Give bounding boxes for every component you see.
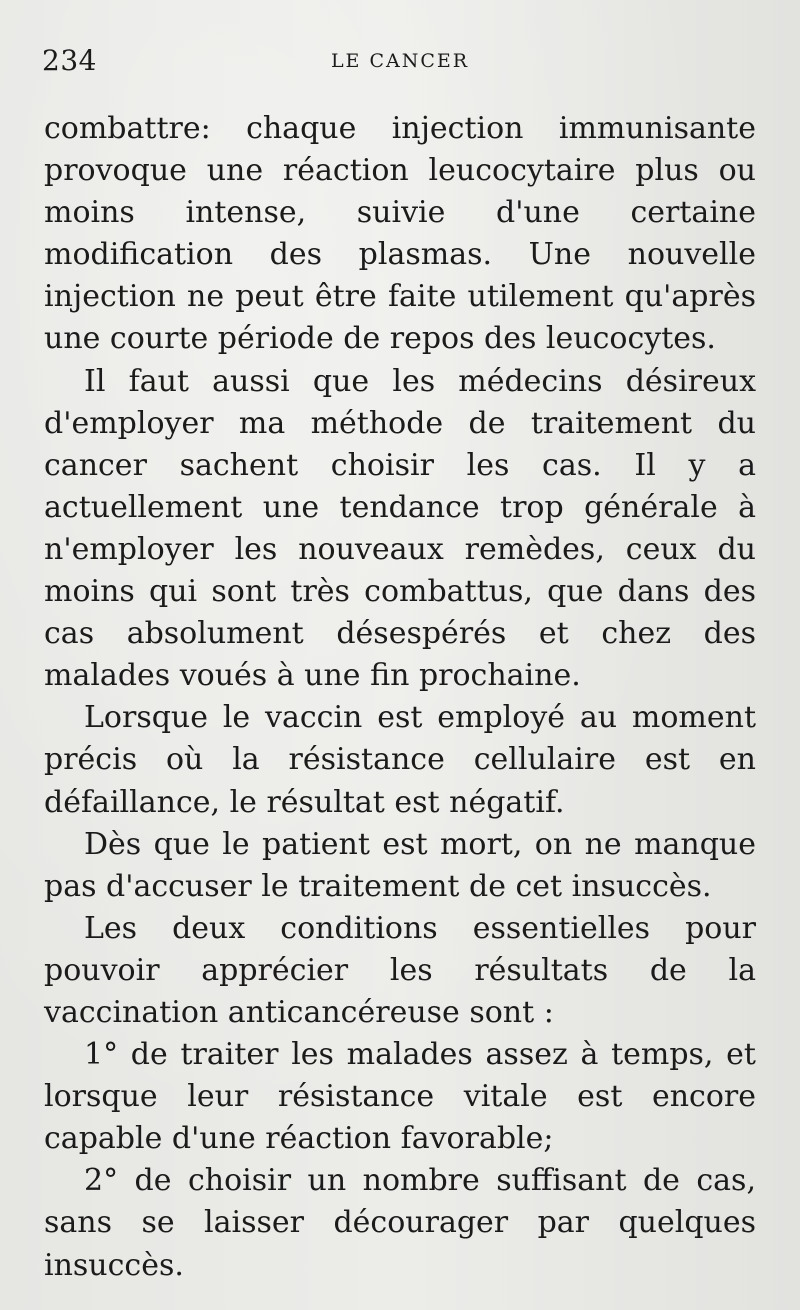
- running-title: LE CANCER: [330, 50, 470, 72]
- paragraph-patient-death: Dès que le patient est mort, on ne manque pas d'accuser le traitement de cet insuccès.: [44, 826, 756, 904]
- page-number: 234: [42, 44, 97, 77]
- page-header: [42, 44, 758, 78]
- paragraph-condition-1: 1° de traiter les malades assez à temps, et lorsque leur résistance vitale est encore capable d'une réaction favorable;: [44, 1037, 756, 1157]
- body-text: [44, 108, 756, 1287]
- paragraph-conditions-intro: Les deux conditions essentielles pour pouvoir apprécier les résultats de la vaccination anticancéreuse sont :: [44, 910, 756, 1030]
- paragraph-vaccine-timing: Lorsque le vaccin est employé au moment précis où la résistance cellulaire est en défaillance, le résultat est négatif.: [44, 700, 756, 820]
- paragraph-case-selection: Il faut aussi que les médecins désireux d'employer ma méthode de traitement du cancer sachent choisir les cas. Il y a actuellement une tendance trop générale à n'employer les nouveaux remèdes, ceux du moins qui sont très combattus, que dans des cas absolument désespérés et chez des malades voués à une fin prochaine.: [44, 363, 756, 694]
- paragraph-continued: combattre: chaque injection immunisante provoque une réaction leucocytaire plus ou moins intense, suivie d'une certaine modification des plasmas. Une nouvelle injection ne peut être faite utilement qu'après une courte période de repos des leucocytes.: [44, 111, 756, 357]
- paragraph-condition-2: 2° de choisir un nombre suffisant de cas, sans se laisser décourager par quelques insuccès.: [44, 1163, 756, 1283]
